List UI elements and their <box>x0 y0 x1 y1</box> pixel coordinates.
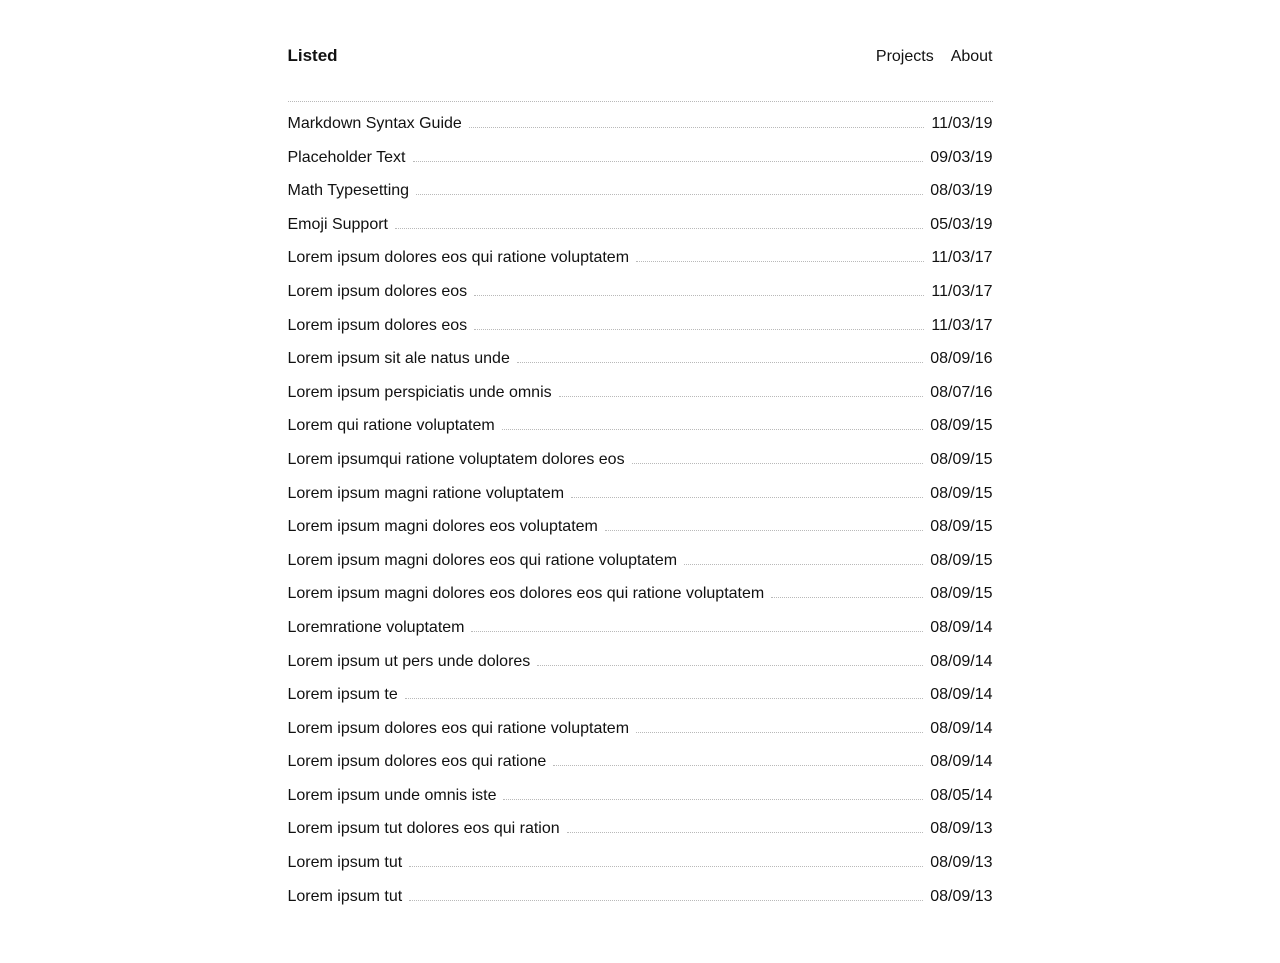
post-row <box>288 309 993 343</box>
post-date: 11/03/19 <box>931 115 993 132</box>
post-row <box>288 846 993 880</box>
post-row <box>288 577 993 611</box>
post-date: 08/09/15 <box>930 417 993 435</box>
post-title-link[interactable]: Lorem ipsum magni dolores eos qui ratione voluptatem <box>287 551 678 569</box>
post-title-link[interactable]: Lorem ipsum magni dolores eos voluptatem <box>287 518 598 536</box>
post-date: 08/09/14 <box>930 686 993 704</box>
post-date: 08/09/13 <box>930 854 993 872</box>
post-date: 08/09/15 <box>930 518 993 536</box>
post-title-link[interactable]: Lorem ipsum tut <box>287 887 403 905</box>
dotted-leader <box>474 295 924 296</box>
post-date: 08/09/14 <box>930 652 993 670</box>
dotted-leader <box>469 127 925 128</box>
dotted-leader <box>636 261 924 262</box>
post-row <box>288 712 993 746</box>
dotted-leader <box>395 228 923 229</box>
post-title-link[interactable]: Math Typesetting <box>287 182 410 200</box>
site-header <box>288 44 993 69</box>
post-title-link[interactable]: Lorem ipsum dolores eos qui ratione <box>287 753 547 771</box>
post-title-link[interactable]: Lorem ipsum dolores eos qui ratione voluptatem <box>287 249 630 267</box>
post-row <box>288 645 993 679</box>
post-title-link[interactable]: Lorem qui ratione voluptatem <box>287 417 495 435</box>
post-date: 09/03/19 <box>930 148 993 166</box>
post-row <box>288 678 993 712</box>
post-row <box>288 208 993 242</box>
dotted-leader <box>605 530 923 531</box>
post-date: 05/03/19 <box>930 215 993 233</box>
dotted-leader <box>409 900 923 901</box>
post-row <box>288 241 993 275</box>
post-title-link[interactable]: Lorem ipsum dolores eos <box>287 316 468 334</box>
post-title-link[interactable]: Placeholder Text <box>287 148 406 166</box>
dotted-leader <box>636 732 923 733</box>
dotted-leader <box>409 866 923 867</box>
dotted-leader <box>474 329 924 330</box>
dotted-leader <box>517 362 923 363</box>
post-row <box>288 779 993 813</box>
post-title-link[interactable]: Lorem ipsum dolores eos <box>287 282 468 300</box>
post-title-link[interactable]: Lorem ipsum magni ratione voluptatem <box>287 484 565 502</box>
nav-link-projects[interactable]: Projects <box>875 48 934 65</box>
post-row <box>288 745 993 779</box>
post-row <box>288 477 993 511</box>
dotted-leader <box>502 429 923 430</box>
post-row <box>288 510 993 544</box>
post-date: 08/09/15 <box>930 585 993 603</box>
post-date: 11/03/17 <box>931 282 993 300</box>
dotted-leader <box>567 832 924 833</box>
dotted-leader <box>503 799 923 800</box>
post-title-link[interactable]: Lorem ipsum dolores eos qui ratione voluptatem <box>287 719 630 737</box>
post-row <box>288 342 993 376</box>
post-title-link[interactable]: Lorem ipsum tut <box>287 854 403 872</box>
post-list <box>288 102 993 913</box>
dotted-leader <box>413 161 924 162</box>
dotted-leader <box>632 463 924 464</box>
page-container <box>288 0 993 963</box>
post-row <box>288 812 993 846</box>
post-row <box>288 611 993 645</box>
post-title-link[interactable]: Lorem ipsum sit ale natus unde <box>287 350 510 368</box>
post-date: 08/09/14 <box>930 618 993 636</box>
dotted-leader <box>553 765 923 766</box>
post-date: 11/03/17 <box>931 316 993 334</box>
post-row <box>288 107 993 141</box>
post-title-link[interactable]: Markdown Syntax Guide <box>287 115 462 132</box>
post-row <box>288 275 993 309</box>
post-row <box>288 174 993 208</box>
post-date: 08/09/15 <box>930 484 993 502</box>
site-nav <box>876 45 993 69</box>
post-date: 08/09/16 <box>930 350 993 368</box>
post-title-link[interactable]: Lorem ipsumqui ratione voluptatem dolores eos <box>287 450 625 468</box>
post-date: 08/09/13 <box>930 820 993 838</box>
post-title-link[interactable]: Lorem ipsum te <box>287 686 398 704</box>
post-date: 08/09/14 <box>930 719 993 737</box>
post-row <box>288 376 993 410</box>
nav-link-about[interactable]: About <box>950 48 993 65</box>
post-row <box>288 409 993 443</box>
post-title-link[interactable]: Lorem ipsum tut dolores eos qui ration <box>287 820 560 838</box>
post-row <box>288 544 993 578</box>
post-date: 11/03/17 <box>931 249 993 267</box>
dotted-leader <box>471 631 923 632</box>
site-title[interactable]: Listed <box>287 46 338 65</box>
dotted-leader <box>571 497 923 498</box>
post-title-link[interactable]: Lorem ipsum ut pers unde dolores <box>287 652 531 670</box>
post-date: 08/07/16 <box>930 383 993 401</box>
post-title-link[interactable]: Lorem ipsum perspiciatis unde omnis <box>287 383 552 401</box>
post-row <box>288 141 993 175</box>
dotted-leader <box>416 194 923 195</box>
post-date: 08/09/13 <box>930 887 993 905</box>
post-date: 08/09/14 <box>930 753 993 771</box>
post-title-link[interactable]: Loremratione voluptatem <box>287 618 465 636</box>
post-row <box>288 443 993 477</box>
post-date: 08/09/15 <box>930 551 993 569</box>
post-date: 08/05/14 <box>930 786 993 804</box>
post-title-link[interactable]: Lorem ipsum unde omnis iste <box>287 786 497 804</box>
post-title-link[interactable]: Emoji Support <box>287 215 388 233</box>
dotted-leader <box>537 665 923 666</box>
post-title-link[interactable]: Lorem ipsum magni dolores eos dolores eos qui ratione voluptatem <box>287 585 765 603</box>
dotted-leader <box>771 597 923 598</box>
post-date: 08/09/15 <box>930 450 993 468</box>
post-row <box>288 880 993 914</box>
dotted-leader <box>405 698 923 699</box>
dotted-leader <box>559 396 924 397</box>
post-date: 08/03/19 <box>930 182 993 200</box>
dotted-leader <box>684 564 923 565</box>
